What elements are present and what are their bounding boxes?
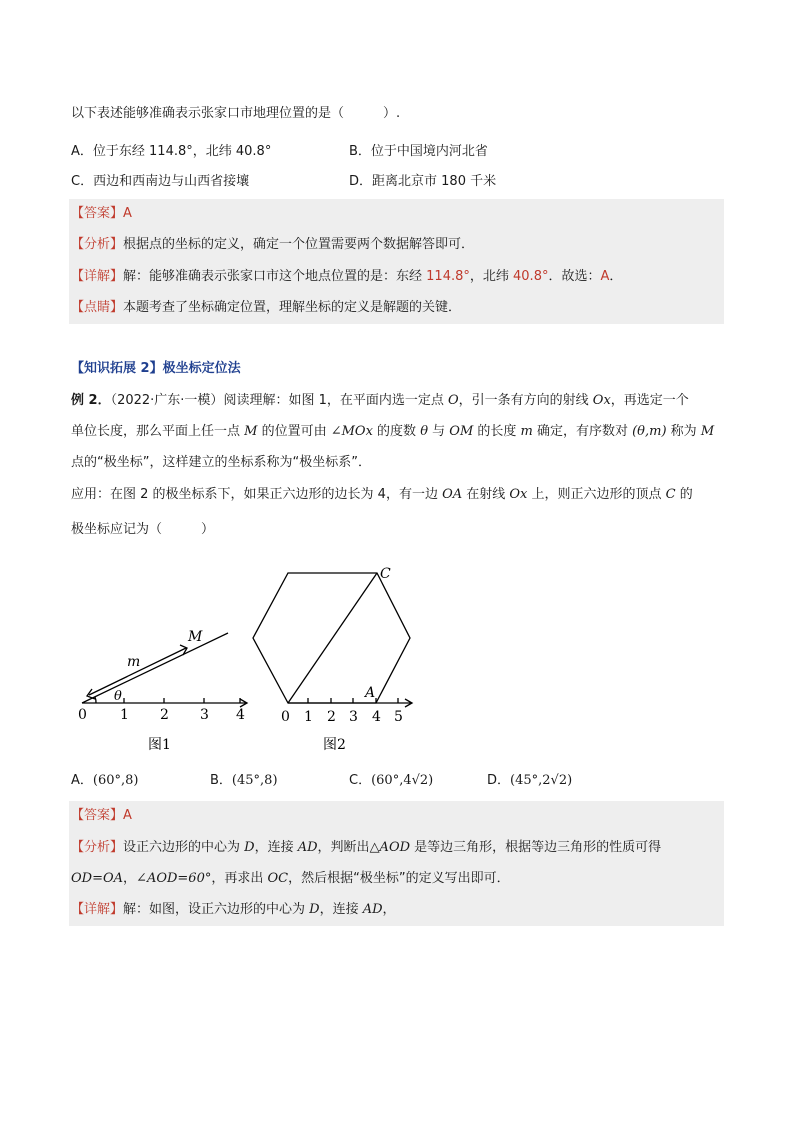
q2-option-c: C．(60°,4√2): [349, 773, 434, 788]
fig1-label-m: m: [127, 654, 141, 670]
fig1-ray: [82, 633, 228, 703]
fig2-tick-label-1: 1: [304, 709, 313, 725]
fig2-tick-label-0: 0: [281, 709, 290, 725]
q2-line-1: 例 2．（2022·广东·一模）阅读理解：如图 1，在平面内选一定点 O，引一条有方向的射线 Ox，再选定一个: [71, 393, 689, 408]
fig1-tick-label-0: 0: [78, 707, 87, 723]
q2-line-5: 极坐标应记为（ ）: [71, 522, 215, 537]
q2-line-2: 单位长度，那么平面上任一点 M 的位置可由 ∠MOx 的度数 θ 与 OM 的长度 m 确定，有序数对 (θ,m) 称为 M: [71, 424, 715, 439]
fig1-tick-label-2: 2: [160, 707, 169, 723]
q1-option-a: A．位于东经 114.8°，北纬 40.8°: [71, 144, 272, 159]
q2-option-d: D．(45°,2√2): [487, 773, 573, 788]
fig1-label-theta: θ: [114, 689, 122, 704]
fig2-diagonal-OC: [288, 573, 377, 703]
fig2-tick-label-4: 4: [372, 709, 381, 725]
q2-line-4: 应用：在图 2 的极坐标系下，如果正六边形的边长为 4，有一边 OA 在射线 Ox 上，则正六边形的顶点 C 的: [71, 487, 693, 502]
fig2-tick-label-5: 5: [394, 709, 403, 725]
q2-option-a: A．(60°,8): [71, 773, 139, 788]
figure-2: [245, 560, 425, 760]
fig2-tick-label-2: 2: [327, 709, 336, 725]
q2-answer: 【答案】A: [71, 808, 132, 823]
q1-stem: 以下表述能够准确表示张家口市地理位置的是（ ）.: [71, 106, 401, 121]
q1-detail: 【详解】解：能够准确表示张家口市这个地点位置的是：东经 114.8°，北纬 40.8°．故选：A．: [71, 269, 623, 284]
fig2-label-C: C: [380, 566, 391, 582]
fig1-caption: 图1: [148, 737, 171, 753]
q2-analysis-line-2: OD=OA，∠AOD=60°，再求出 OC，然后根据“极坐标”的定义写出即可．: [71, 871, 510, 886]
fig2-hexagon: [253, 573, 410, 703]
fig2-label-A: A: [365, 685, 376, 701]
q1-answer: 【答案】A: [71, 206, 132, 221]
q1-option-d: D．距离北京市 180 千米: [349, 174, 497, 189]
q2-detail: 【详解】解：如图，设正六边形的中心为 D，连接 AD，: [71, 902, 396, 917]
fig1-tick-label-4: 4: [236, 707, 245, 723]
section-heading: 【知识拓展 2】极坐标定位法: [71, 361, 241, 376]
figure-1: [70, 620, 270, 760]
fig1-angle-arc: [95, 697, 96, 703]
fig1-tick-label-3: 3: [200, 707, 209, 723]
q2-analysis-line-1: 【分析】设正六边形的中心为 D，连接 AD，判断出△AOD 是等边三角形，根据等边三角形的性质可得: [71, 840, 662, 855]
fig1-label-M: M: [188, 629, 203, 645]
q1-comment: 【点睛】本题考查了坐标确定位置，理解坐标的定义是解题的关键．: [71, 300, 462, 315]
fig2-caption: 图2: [323, 737, 346, 753]
fig2-tick-label-3: 3: [349, 709, 358, 725]
q1-analysis: 【分析】根据点的坐标的定义，确定一个位置需要两个数据解答即可．: [71, 237, 475, 252]
q2-line-3: 点的“极坐标”，这样建立的坐标系称为“极坐标系”．: [71, 455, 371, 470]
q2-option-b: B．(45°,8): [210, 773, 278, 788]
q1-option-c: C．西边和西南边与山西省接壤: [71, 174, 250, 189]
q1-option-b: B．位于中国境内河北省: [349, 144, 488, 159]
fig1-tick-label-1: 1: [120, 707, 129, 723]
